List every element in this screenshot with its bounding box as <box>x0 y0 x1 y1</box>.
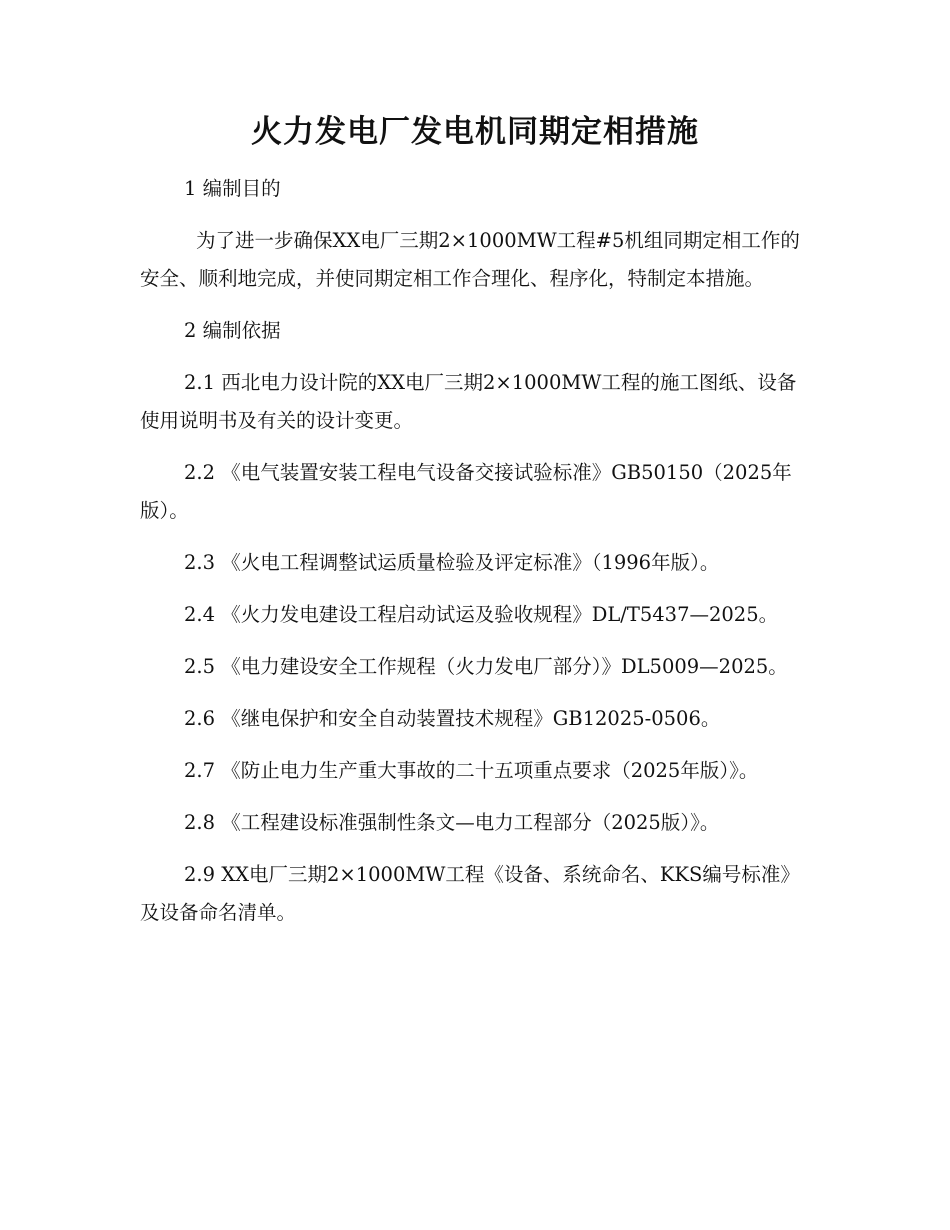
section-heading-purpose: 1 编制目的 <box>184 177 281 200</box>
basis-item-2-5: 2.5 《电力建设安全工作规程（火力发电厂部分）》DL5009—2025。 <box>184 655 788 678</box>
basis-item-2-8: 2.8 《工程建设标准强制性条文—电力工程部分（2025版）》。 <box>184 811 720 834</box>
paragraph-purpose: 为了进一步确保XX电厂三期2×1000MW工程#5机组同期定相工作的安全、顺利地完成，并使同期定相工作合理化、程序化，特制定本措施。 <box>140 229 800 290</box>
basis-item-2-6: 2.6 《继电保护和安全自动装置技术规程》GB12025-0506。 <box>184 707 721 730</box>
basis-item-2-2: 2.2 《电气装置安装工程电气设备交接试验标准》GB50150（2025年版）。 <box>140 461 792 522</box>
basis-item-2-9: 2.9 XX电厂三期2×1000MW工程《设备、系统命名、KKS编号标准》及设备命名清单。 <box>140 863 800 924</box>
document-title: 火力发电厂发电机同期定相措施 <box>251 114 699 150</box>
section-heading-basis: 2 编制依据 <box>184 319 281 342</box>
basis-item-2-7: 2.7 《防止电力生产重大事故的二十五项重点要求（2025年版）》。 <box>184 759 759 782</box>
basis-item-2-4: 2.4 《火力发电建设工程启动试运及验收规程》DL/T5437—2025。 <box>184 603 779 626</box>
basis-item-2-3: 2.3 《火电工程调整试运质量检验及评定标准》（1996年版）。 <box>184 551 720 574</box>
document-body <box>140 170 810 946</box>
basis-item-2-1: 2.1 西北电力设计院的XX电厂三期2×1000MW工程的施工图纸、设备使用说明书及有关的设计变更。 <box>140 371 797 432</box>
